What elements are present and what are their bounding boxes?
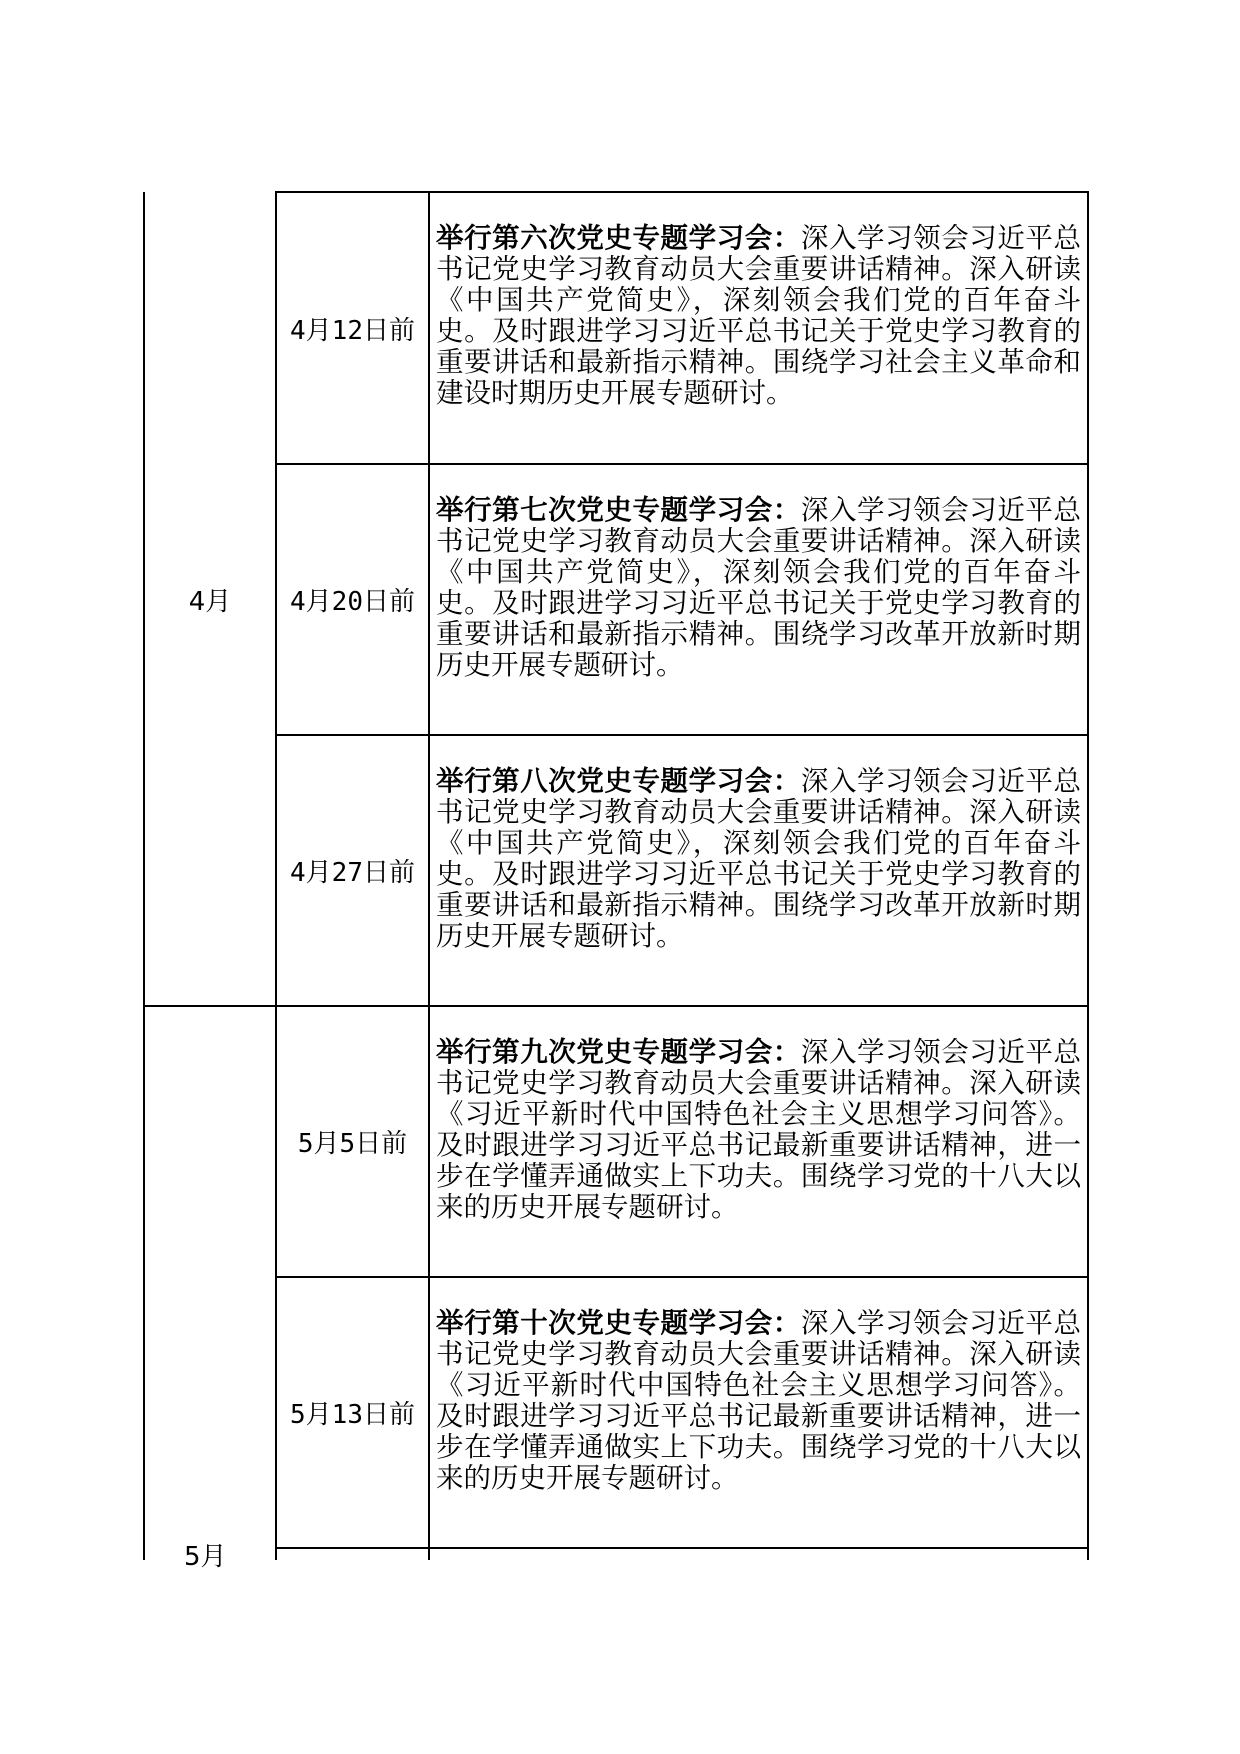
date-label: 5月5日前 bbox=[297, 1129, 408, 1159]
meeting-description: 深入学习领会习近平总书记党史学习教育动员大会重要讲话精神。深入研读《中国共产党简史》，深刻领会我们党的百年奋斗史。及时跟进学习习近平总书记关于党史学习教育的重要讲话和最新指示精神。围绕学习改革开放新时期历史开展专题研讨。 bbox=[436, 493, 1082, 681]
content-cell bbox=[430, 736, 1087, 1005]
content-cell bbox=[430, 1007, 1087, 1276]
month-cell-april bbox=[145, 193, 275, 1005]
content-text bbox=[436, 766, 1081, 952]
month-cell-may bbox=[148, 1536, 268, 1572]
meeting-title: 举行第六次党史专题学习会： bbox=[436, 222, 801, 254]
meeting-title: 举行第七次党史专题学习会： bbox=[436, 493, 801, 526]
month-label: 5月 bbox=[184, 1542, 227, 1572]
date-cell bbox=[277, 736, 428, 1005]
content-text bbox=[436, 495, 1081, 681]
date-label: 4月27日前 bbox=[290, 858, 415, 888]
content-text bbox=[436, 223, 1081, 409]
month-label: 4月 bbox=[188, 586, 232, 617]
date-label: 5月13日前 bbox=[290, 1400, 415, 1430]
content-cell bbox=[430, 193, 1087, 463]
meeting-description: 深入学习领会习近平总书记党史学习教育动员大会重要讲话精神。深入研读《习近平新时代中国特色社会主义思想学习问答》。及时跟进学习习近平总书记最新重要讲话精神，进一步在学懂弄通做实上下功夫。围绕学习党的十八大以来的历史开展专题研讨。 bbox=[436, 1306, 1082, 1494]
table-border-bottom bbox=[275, 1547, 1089, 1549]
content-cell bbox=[430, 465, 1087, 734]
meeting-title: 举行第九次党史专题学习会： bbox=[436, 1035, 801, 1068]
meeting-description: 深入学习领会习近平总书记党史学习教育动员大会重要讲话精神。深入研读《习近平新时代中国特色社会主义思想学习问答》。及时跟进学习习近平总书记最新重要讲话精神，进一步在学懂弄通做实上下功夫。围绕学习党的十八大以来的历史开展专题研讨。 bbox=[436, 1035, 1082, 1223]
meeting-description: 深入学习领会习近平总书记党史学习教育动员大会重要讲话精神。深入研读《中国共产党简史》，深刻领会我们党的百年奋斗史。及时跟进学习习近平总书记关于党史学习教育的重要讲话和最新指示精神。围绕学习改革开放新时期历史开展专题研讨。 bbox=[436, 764, 1082, 952]
content-text bbox=[436, 1037, 1081, 1223]
date-cell bbox=[277, 193, 428, 463]
date-label: 4月20日前 bbox=[290, 587, 415, 617]
table-border-right bbox=[1087, 192, 1089, 1560]
content-cell bbox=[430, 1278, 1087, 1547]
content-text bbox=[436, 1308, 1081, 1494]
date-cell bbox=[277, 1007, 428, 1276]
date-cell bbox=[277, 465, 428, 734]
date-label: 4月12日前 bbox=[290, 315, 415, 346]
meeting-title: 举行第八次党史专题学习会： bbox=[436, 764, 801, 797]
meeting-description: 深入学习领会习近平总书记党史学习教育动员大会重要讲话精神。深入研读《中国共产党简史》，深刻领会我们党的百年奋斗史。及时跟进学习习近平总书记关于党史学习教育的重要讲话和最新指示精神。围绕学习社会主义革命和建设时期历史开展专题研讨。 bbox=[436, 222, 1082, 409]
date-cell bbox=[277, 1278, 428, 1547]
meeting-title: 举行第十次党史专题学习会： bbox=[436, 1306, 801, 1339]
